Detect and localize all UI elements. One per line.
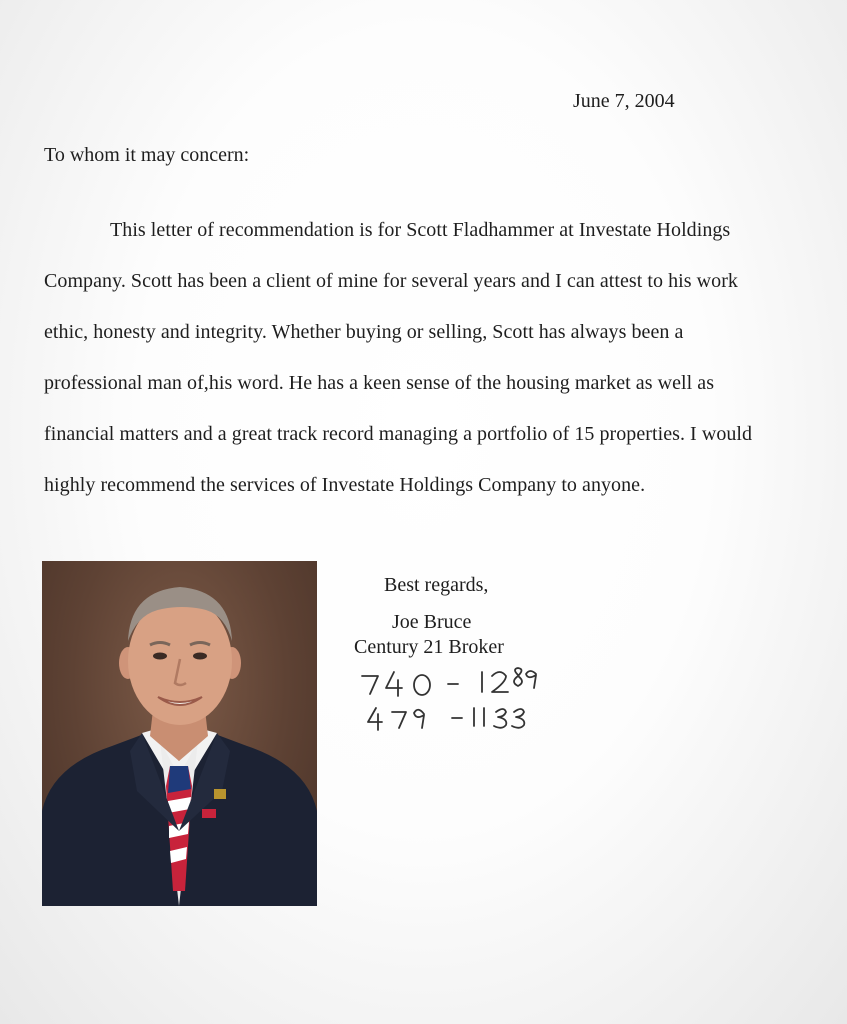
broker-portrait-photo (42, 561, 317, 906)
tie-star-field (168, 766, 191, 793)
signer-name: Joe Bruce (392, 611, 472, 633)
body-line-3: ethic, honesty and integrity. Whether buying or selling, Scott has always been a (44, 321, 684, 343)
portrait-illustration (42, 561, 317, 906)
left-eye (153, 653, 167, 660)
salutation: To whom it may concern: (44, 144, 250, 166)
flag-pin (202, 809, 216, 818)
letter-date: June 7, 2004 (573, 90, 675, 112)
body-line-4: professional man of,his word. He has a keen sense of the housing market as well as (44, 372, 715, 394)
body-line-2: Company. Scott has been a client of mine for several years and I can attest to his work (44, 270, 738, 292)
lapel-pin (214, 789, 226, 799)
handwritten-phone-1 (360, 666, 540, 700)
body-line-1: This letter of recommendation is for Scott Fladhammer at Investate Holdings (110, 219, 731, 241)
signer-title: Century 21 Broker (354, 636, 504, 658)
right-eye (193, 653, 207, 660)
body-line-6: highly recommend the services of Investate Holdings Company to anyone. (44, 474, 646, 496)
body-line-5: financial matters and a great track record managing a portfolio of 15 properties. I would (44, 423, 753, 445)
closing: Best regards, (384, 574, 489, 596)
handwritten-phone-2 (360, 702, 540, 736)
handwriting-phone-1 (360, 666, 540, 700)
handwriting-phone-2 (360, 702, 540, 736)
